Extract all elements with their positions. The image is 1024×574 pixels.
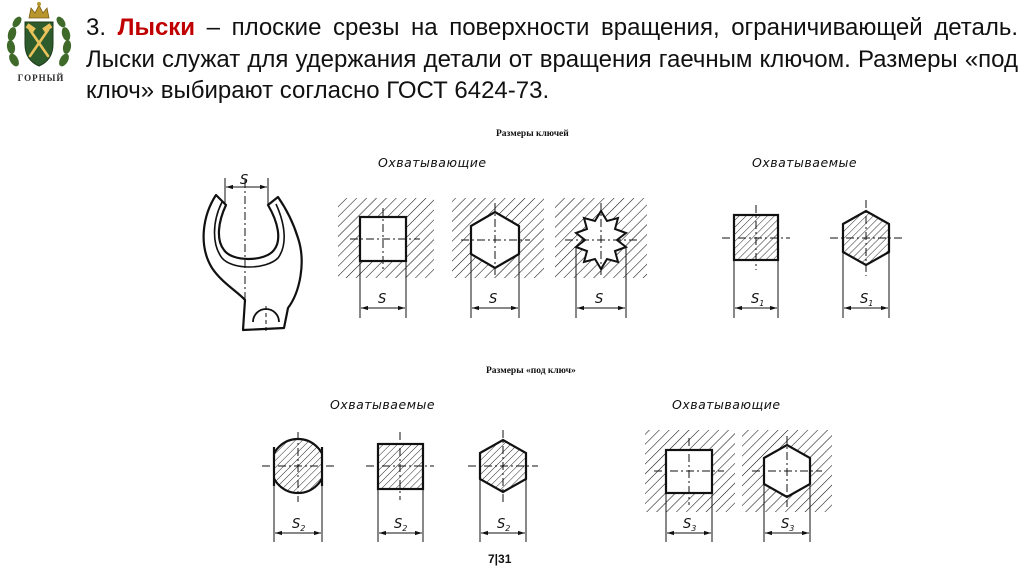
paragraph-body: – плоские срезы на поверхности вращения, ограничивающей деталь. Лыски служат для удержания детали от вращения гаечным ключом. Размеры «под ключ» выбирают согласно ГОСТ 6424-73. [86, 14, 1019, 104]
circle-flats-dim: $S_2$ [292, 517, 306, 533]
hex-socket-dim: $S_3$ [781, 517, 795, 533]
square-head-dim: $S_2$ [394, 517, 408, 533]
hex-hole-dim: S [489, 292, 498, 307]
hatched-hex-hole [452, 198, 544, 318]
logo-caption: ГОРНЫЙ [17, 73, 65, 83]
hex-head-dim: $S_2$ [497, 517, 511, 533]
page-number: 7|31 [488, 552, 512, 566]
square-hole-dim: S [378, 292, 387, 307]
square-socket-dim: $S_3$ [683, 517, 697, 533]
wrench-dim-label: S [240, 173, 249, 188]
open-end-wrench-drawing [204, 195, 302, 332]
top-right-label: Охватываемые [752, 155, 858, 170]
bottom-left-label: Охватываемые [330, 397, 436, 412]
star-hole-dim: S [595, 292, 604, 307]
bottom-right-label: Охватывающие [672, 397, 781, 412]
top-left-label: Охватывающие [378, 155, 487, 170]
hex-bolt-dim: $S_1$ [860, 292, 874, 308]
keyword-highlight: Лыски [117, 14, 196, 41]
top-figure-title: Размеры ключей [496, 129, 569, 139]
item-number: 3. [86, 14, 107, 41]
square-bolt-dim: $S_1$ [751, 292, 765, 308]
bottom-figure-title: Размеры «под ключ» [486, 366, 576, 376]
